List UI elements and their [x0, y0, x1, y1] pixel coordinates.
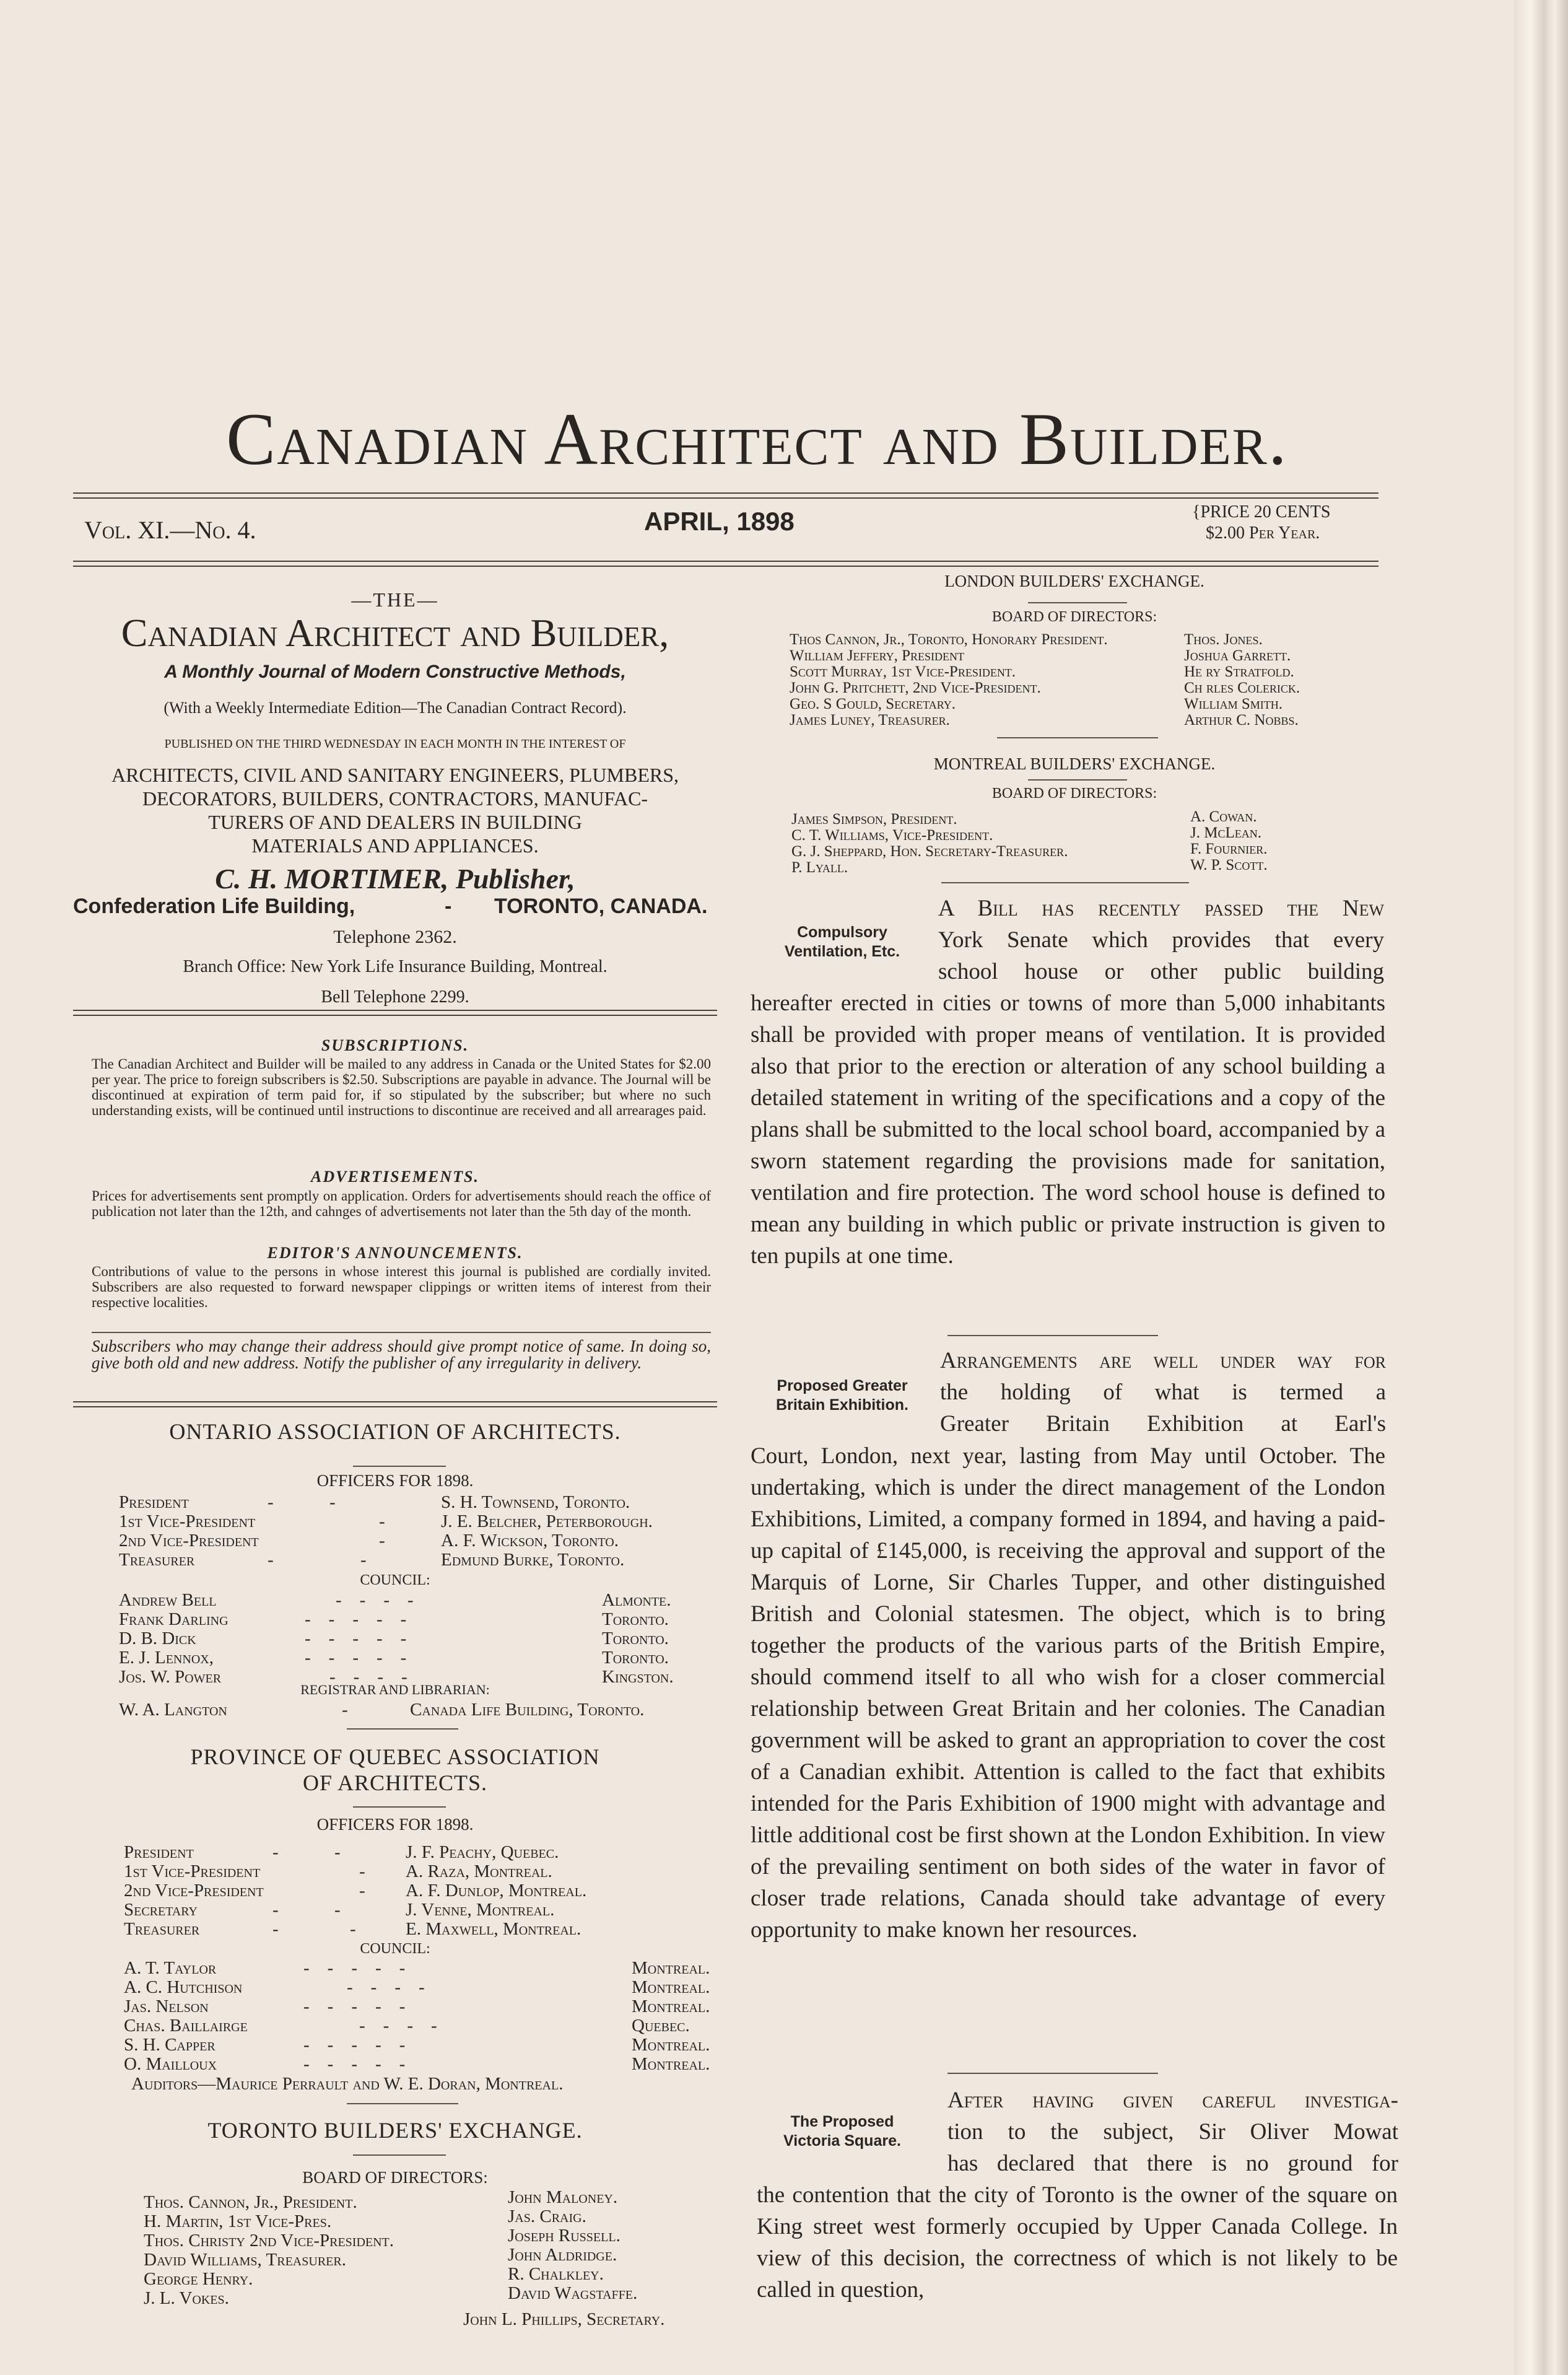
director: William Smith.	[1184, 696, 1283, 712]
mbe-directors-left	[791, 811, 1188, 876]
issue-date: APRIL, 1898	[644, 507, 795, 536]
article-rule	[947, 2073, 1158, 2074]
lbe-rule	[1028, 602, 1127, 603]
oaa-heading: ONTARIO ASSOCIATION OF ARCHITECTS.	[169, 1419, 621, 1444]
article-body: the contention that the city of Toronto is the owner of the square on King street west formerly occupied by Upper Canada College. In view of this decision, the correctness of which is not likely to be called in question,	[757, 2182, 1398, 2303]
director: John G. Pritchett, 2nd Vice-President.	[790, 680, 1041, 696]
pqaa-rule	[353, 1806, 446, 1808]
pqaa-council	[124, 1959, 712, 2074]
director: John Maloney.	[508, 2187, 618, 2207]
branch-office: Branch Office: New York Life Insurance Building, Montreal.	[183, 957, 608, 976]
article-sidehead: Proposed Greater Britain Exhibition.	[776, 1377, 908, 1414]
council-row: Jos. W. Power - - - - Kingston.	[119, 1667, 674, 1687]
officer-row: 2nd Vice-President - A. F. Wickson, Toronto.	[119, 1531, 619, 1551]
director: Joshua Garrett.	[1184, 647, 1291, 664]
mbe-heading: MONTREAL BUILDERS' EXCHANGE.	[933, 754, 1216, 773]
article-rule	[947, 1335, 1158, 1336]
council-row: A. T. Taylor - - - - - Montreal.	[124, 1958, 710, 1978]
mbe-end-rule	[941, 882, 1189, 883]
lbe-board-heading: BOARD OF DIRECTORS:	[991, 609, 1157, 625]
imprint-title: Canadian Architect and Builder,	[121, 611, 669, 655]
director: C. T. Williams, Vice-President.	[791, 827, 993, 844]
council-row: Jas. Nelson - - - - - Montreal.	[124, 1997, 710, 2016]
subscriptions-text: The Canadian Architect and Builder will be mailed to any address in Canada or the United States for $2.00 per year. The price to foreign subscribers is $2.50. Subscriptions are payable in advance. The Journal will be discontinued at expiration of term paid for, if so stipulated by the subscriber; but where no such understanding exists, will be continued until instructions to discontinue are received and all arrearages paid.	[92, 1056, 711, 1118]
director: Thos Cannon, Jr., Toronto, Honorary President.	[790, 631, 1108, 648]
director: Thos. Christy 2nd Vice-President.	[144, 2231, 394, 2250]
masthead-title: Canadian Architect and Builder.	[226, 398, 1288, 480]
director: Ch rles Colerick.	[1184, 680, 1300, 696]
tbe-directors-right	[508, 2188, 718, 2303]
subscription-price: $2.00 Per Year.	[1206, 523, 1320, 543]
interests-line: MATERIALS AND APPLIANCES.	[251, 834, 539, 857]
article-sidehead: Compulsory Ventilation, Etc.	[784, 924, 900, 960]
subscriptions-heading: SUBSCRIPTIONS.	[321, 1036, 469, 1054]
pqaa-officers	[124, 1843, 712, 1939]
interests-line: ARCHITECTS, CIVIL AND SANITARY ENGINEERS, PLUMBERS,	[111, 764, 679, 786]
director: David Williams, Treasurer.	[144, 2250, 346, 2270]
oaa-council-heading: COUNCIL:	[360, 1572, 430, 1588]
tbe-board-heading: BOARD OF DIRECTORS:	[302, 2168, 488, 2187]
director: R. Chalkley.	[508, 2264, 604, 2284]
director: H. Martin, 1st Vice-Pres.	[144, 2211, 332, 2231]
telephone: Telephone 2362.	[333, 927, 457, 947]
article-body: Court, London, next year, lasting from May until October. The undertaking, which is under the direct management of the London Exhibitions, Limited, a company formed in 1894, and having a paid-up capital of £145,000, is receiving the approval and support of the Marquis of Lorne, Sir Charles Tupper, and other distinguished British and Colonial statesmen. The object, which is to bring together the products of the various parts of the British Empire, should commend itself to all who wish for a closer commercial relationship between Great Britain and her colonies. The Canadian government will be asked to grant an appropriation to cover the cost of a Canadian exhibit. Attention is called to the fact that exhibits intended for the Paris Exhibition of 1900 might with advantage and little additional cost be first shown at the London Exhibition. In view of the prevailing sentiment on both sides of the water in favor of closer trade relations, Canada should take advantage of every opportunity to make known her resources.	[751, 1443, 1385, 1943]
tbe-rule	[353, 2154, 446, 2156]
notices-rule	[73, 1401, 717, 1407]
advertisements-heading: ADVERTISEMENTS.	[310, 1168, 480, 1186]
change-of-address-note: Subscribers who may change their address should give prompt notice of same. In doing so, give both old and new address. Notify the publisher of any irregularity in delivery.	[92, 1337, 711, 1372]
address-city: TORONTO, CANADA.	[494, 894, 708, 918]
address-dash: -	[445, 894, 452, 918]
imprint-published: PUBLISHED ON THE THIRD WEDNESDAY IN EACH MONTH IN THE INTEREST OF	[164, 737, 626, 751]
lbe-heading: LONDON BUILDERS' EXCHANGE.	[944, 572, 1204, 590]
tbe-heading: TORONTO BUILDERS' EXCHANGE.	[207, 2118, 583, 2143]
director: Jas. Craig.	[508, 2207, 586, 2226]
council-row: Chas. Baillairge - - - - Quebec.	[124, 2016, 690, 2036]
oaa-end-rule	[347, 1728, 458, 1730]
director: G. J. Sheppard, Hon. Secretary-Treasurer.	[791, 843, 1068, 860]
tbe-directors-left	[144, 2193, 528, 2308]
address-building: Confederation Life Building,	[73, 894, 355, 918]
officer-row: 1st Vice-President - J. E. Belcher, Peterborough.	[119, 1511, 653, 1531]
registrar-row: W. A. Langton - Canada Life Building, Toronto.	[119, 1700, 645, 1720]
price-box	[1192, 502, 1330, 544]
oaa-officers	[119, 1493, 707, 1570]
lbe-directors-right	[1184, 632, 1370, 728]
director: J. McLean.	[1190, 824, 1261, 841]
publisher-address	[73, 894, 717, 919]
oaa-rule	[353, 1466, 446, 1467]
imprint-the: —THE—	[351, 588, 439, 611]
director: J. L. Vokes.	[144, 2288, 229, 2308]
pqaa-officers-heading: OFFICERS FOR 1898.	[316, 1815, 474, 1834]
officer-row: President - - S. H. Townsend, Toronto.	[119, 1492, 630, 1512]
pqaa-heading-line: PROVINCE OF QUEBEC ASSOCIATION	[190, 1744, 600, 1769]
price-line: {PRICE 20 CENTS	[1192, 502, 1331, 522]
director: P. Lyall.	[791, 859, 848, 876]
officer-row: Treasurer - - E. Maxwell, Montreal.	[124, 1919, 581, 1939]
director: Thos. Jones.	[1184, 631, 1263, 648]
oaa-registrar	[119, 1700, 707, 1720]
imprint-interests	[73, 763, 717, 857]
volume-number: Vol. XI.—No. 4.	[84, 516, 256, 544]
oaa-registrar-heading: REGISTRAR AND LIBRARIAN:	[300, 1682, 490, 1697]
masthead-rule-top	[73, 492, 1379, 499]
imprint-weekly-edition: (With a Weekly Intermediate Edition—The Canadian Contract Record).	[163, 699, 627, 717]
interests-line: DECORATORS, BUILDERS, CONTRACTORS, MANUFAC-	[142, 787, 648, 810]
council-row: A. C. Hutchison - - - - Montreal.	[124, 1977, 710, 1997]
article-body: hereafter erected in cities or towns of more than 5,000 inhabitants shall be provided with proper means of ventilation. It is provided also that prior to the erection or alteration of any school building a detailed statement in writing of the specifications and a copy of the plans shall be submitted to the local school board, accompanied by a sworn statement regarding the provisions made for sanitation, ventilation and fire protection. The word school house is defined to mean any building in which public or private instruction is given to ten pupils at one time.	[751, 991, 1385, 1269]
article-lead: A Bill has recently passed the New York Senate which provides that every school house or other public building	[938, 896, 1384, 984]
editor-announcements-heading: EDITOR'S ANNOUNCEMENTS.	[267, 1244, 523, 1262]
bell-telephone: Bell Telephone 2299.	[321, 987, 469, 1007]
council-row: E. J. Lennox, - - - - - Toronto.	[119, 1648, 669, 1668]
pqaa-auditors: Auditors—Maurice Perrault and W. E. Doran, Montreal.	[131, 2074, 564, 2094]
director: George Henry.	[144, 2269, 253, 2289]
officer-row: Treasurer - - Edmund Burke, Toronto.	[119, 1550, 625, 1570]
director: Thos. Cannon, Jr., President.	[144, 2192, 357, 2212]
interests-line: TURERS OF AND DEALERS IN BUILDING	[208, 811, 582, 833]
pqaa-council-heading: COUNCIL:	[360, 1941, 430, 1957]
director: David Wagstaffe.	[508, 2283, 638, 2303]
pqaa-heading-line: OF ARCHITECTS.	[302, 1770, 488, 1795]
director: William Jeffery, President	[790, 647, 964, 664]
director: James Simpson, President.	[791, 811, 957, 828]
editor-announcements-text: Contributions of value to the persons in whose interest this journal is published are cordially invited. Subscribers are also requested to forward newspaper clippings or written items of interest from their respective localities.	[92, 1264, 711, 1310]
officer-row: 1st Vice-President - A. Raza, Montreal.	[124, 1861, 552, 1881]
director: He ry Stratfold.	[1184, 663, 1294, 680]
advertisements-text: Prices for advertisements sent promptly on application. Orders for advertisements should reach the office of publication not later than the 12th, and cahnges of advertisements not later than the 5th day of the month.	[92, 1188, 711, 1219]
director: Scott Murray, 1st Vice-President.	[790, 663, 1016, 680]
director: John Aldridge.	[508, 2245, 617, 2265]
mbe-board-heading: BOARD OF DIRECTORS:	[991, 785, 1157, 802]
council-row: Frank Darling - - - - - Toronto.	[119, 1609, 669, 1629]
director: F. Fournier.	[1190, 841, 1268, 857]
director: A. Cowan.	[1190, 808, 1257, 825]
mbe-directors-right	[1190, 809, 1376, 873]
tbe-secretary: John L. Phillips, Secretary.	[463, 2309, 665, 2329]
masthead-rule-bottom	[73, 561, 1379, 567]
lbe-directors-left	[790, 632, 1186, 728]
mbe-rule	[1028, 779, 1127, 781]
article-lead: After having given careful investiga- tion to the subject, Sir Oliver Mowat has declared that there is no ground for	[947, 2088, 1398, 2176]
article-lead: Arrangements are well under way for the holding of what is termed a Greater Britain Exhibition at Earl's	[940, 1348, 1386, 1437]
imprint-rule	[73, 1010, 717, 1016]
director: Geo. S Gould, Secretary.	[790, 696, 956, 712]
council-row: O. Mailloux - - - - - Montreal.	[124, 2054, 710, 2074]
notice-rule	[92, 1332, 711, 1333]
officer-row: President - - J. F. Peachy, Quebec.	[124, 1842, 559, 1862]
article-sidehead: The Proposed Victoria Square.	[783, 2113, 901, 2150]
lbe-end-rule	[997, 737, 1158, 738]
council-row: Andrew Bell - - - - Almonte.	[119, 1590, 671, 1610]
director: W. P. Scott.	[1190, 857, 1268, 873]
council-row: D. B. Dick - - - - - Toronto.	[119, 1629, 669, 1648]
imprint-subtitle: A Monthly Journal of Modern Constructive Methods,	[164, 662, 626, 682]
binding-edge	[1514, 0, 1568, 2375]
pqaa-end-rule	[347, 2103, 458, 2104]
officer-row: Secretary - - J. Venne, Montreal.	[124, 1900, 555, 1920]
publisher-name: C. H. MORTIMER, Publisher,	[215, 863, 575, 894]
oaa-officers-heading: OFFICERS FOR 1898.	[316, 1471, 474, 1490]
oaa-council	[119, 1591, 707, 1687]
pqaa-heading	[73, 1744, 717, 1796]
council-row: S. H. Capper - - - - - Montreal.	[124, 2035, 710, 2055]
director: Arthur C. Nobbs.	[1184, 712, 1299, 728]
officer-row: 2nd Vice-President - A. F. Dunlop, Montreal.	[124, 1881, 587, 1900]
director: Joseph Russell.	[508, 2226, 621, 2246]
director: James Luney, Treasurer.	[790, 712, 950, 728]
